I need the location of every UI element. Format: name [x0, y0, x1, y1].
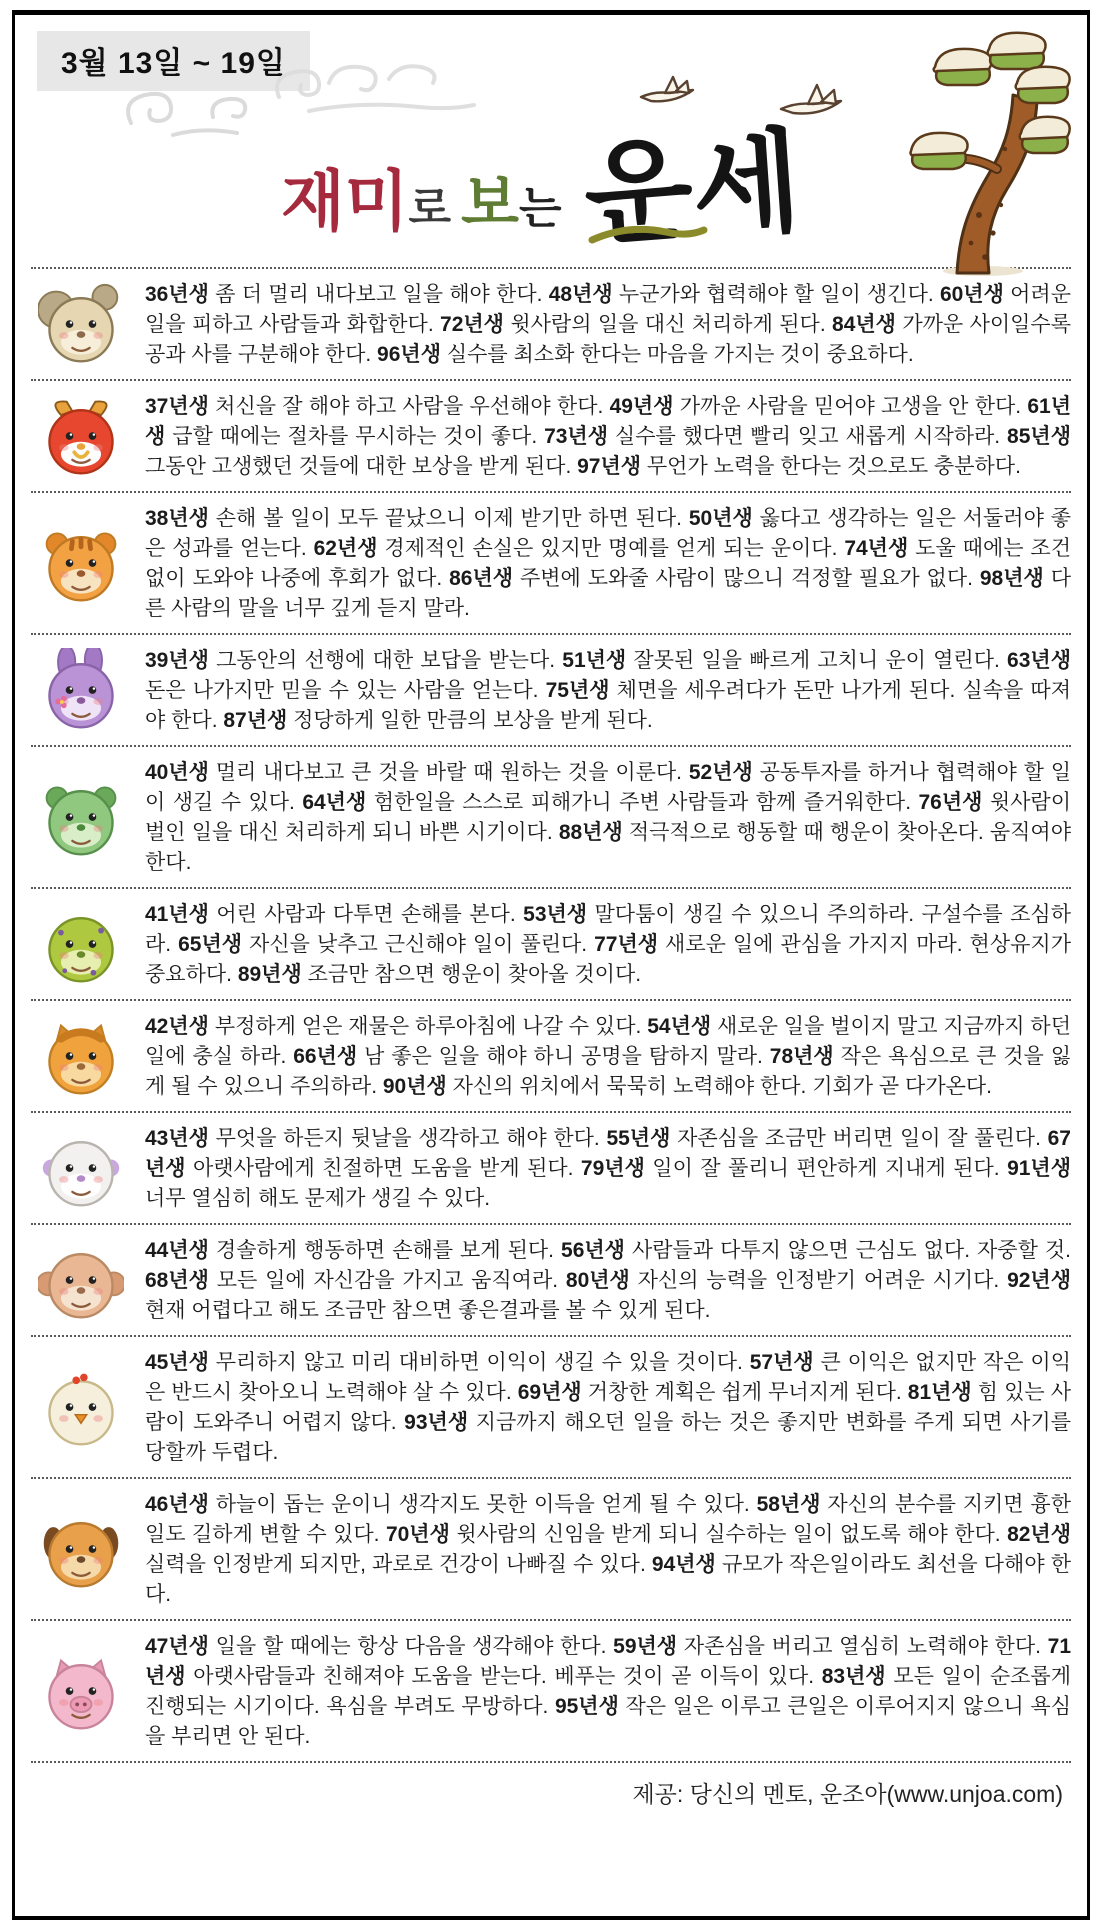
birth-year-label: 55년생 [606, 1127, 671, 1150]
birth-year-label: 60년생 [939, 283, 1004, 306]
birth-year-label: 74년생 [844, 537, 909, 560]
fortune-text-monkey: 44년생 경솔하게 행동하면 손해를 보게 된다. 56년생 사람들과 다투지 않으면 근심도 없다. 자중할 것. 68년생 모든 일에 자신감을 가지고 움직여라. 80년생 자신의 능력을 인정받기 어려운 시기다. 92년생 현재 어렵다고 해도 조금만 참으면 좋은결과를 볼 수 있게 된다. [145, 1239, 1071, 1322]
birth-year-label: 67년생 [145, 1127, 1071, 1180]
birth-year-label: 50년생 [688, 507, 753, 530]
birth-year-label: 38년생 [145, 507, 209, 530]
birth-year-label: 65년생 [178, 933, 243, 956]
birth-year-label: 89년생 [237, 963, 302, 986]
cloud-swirl-icon [117, 77, 277, 157]
fortune-text-rooster: 45년생 무리하지 않고 미리 대비하면 이익이 생길 수 있을 것이다. 57년생 큰 이익은 없지만 작은 이익은 반드시 찾아오니 노력해야 살 수 있다. 69년생 거창한 계획은 쉽게 무너지게 된다. 81년생 힘 있는 사람이 도와주니 어렵지 않다. 93년생 지금까지 해오던 일을 하는 것은 좋지만 변화를 주게 되면 사기를 당할까 두렵다. [145, 1351, 1071, 1464]
birth-year-label: 71년생 [145, 1635, 1071, 1688]
tiger-icon [31, 521, 131, 607]
birth-year-label: 93년생 [404, 1411, 469, 1434]
birth-year-label: 66년생 [293, 1045, 358, 1068]
calligraphy-swash-icon [588, 222, 708, 248]
ox-icon [31, 394, 131, 480]
fortune-text-ox: 37년생 처신을 잘 해야 하고 사람을 우선해야 한다. 49년생 가까운 사람을 믿어야 고생을 안 한다. 61년생 급할 때에는 절차를 무시하는 것이 좋다. 73년생 실수를 했다면 빨리 잊고 새롭게 시작하라. 85년생 그동안 고생했던 것들에 대한 보상을 받게 된다. 97년생 무언가 노력을 한다는 것으로도 충분하다. [145, 395, 1071, 478]
footer-credit: 제공: 당신의 멘토, 운조아(www.unjoa.com) [31, 1761, 1071, 1815]
pig-icon [31, 1649, 131, 1735]
fortune-row-snake [31, 887, 1071, 999]
title-calligraphy-unse: 운세 [579, 115, 805, 262]
title-calligraphy-wrap [579, 115, 805, 262]
birth-year-label: 78년생 [769, 1045, 834, 1068]
horse-icon [31, 1014, 131, 1100]
birth-year-label: 84년생 [832, 313, 896, 336]
birth-year-label: 70년생 [385, 1523, 450, 1546]
birth-year-label: 76년생 [918, 791, 983, 814]
fortune-text-horse: 42년생 부정하게 얻은 재물은 하루아침에 나갈 수 있다. 54년생 새로운 일을 벌이지 말고 지금까지 하던 일에 충실 하라. 66년생 남 좋은 일을 해야 하니 공명을 탐하지 말라. 78년생 작은 욕심으로 큰 것을 잃게 될 수 있으니 주의하라. 90년생 자신의 위치에서 묵묵히 노력해야 한다. 기회가 곧 다가온다. [145, 1015, 1071, 1098]
fortune-row-sheep [31, 1111, 1071, 1223]
birth-year-label: 52년생 [688, 761, 753, 784]
birth-year-label: 97년생 [577, 455, 642, 478]
fortune-row-tiger [31, 491, 1071, 633]
birth-year-label: 47년생 [145, 1635, 209, 1658]
fortune-row-ox [31, 379, 1071, 491]
rat-icon [31, 282, 131, 368]
birth-year-label: 69년생 [517, 1381, 582, 1404]
fortune-text-rat: 36년생 좀 더 멀리 내다보고 일을 해야 한다. 48년생 누군가와 협력해야 할 일이 생긴다. 60년생 어려운 일을 피하고 사람들과 화합한다. 72년생 윗사람의 일을 대신 처리하게 된다. 84년생 가까운 사이일수록 공과 사를 구분해야 한다. 96년생 실수를 최소화 한다는 마음을 가지는 것이 중요하다. [145, 283, 1071, 366]
fortune-list [31, 267, 1071, 1761]
rooster-icon [31, 1365, 131, 1451]
page-title [281, 115, 805, 262]
birth-year-label: 59년생 [613, 1635, 678, 1658]
fortune-row-rooster [31, 1335, 1071, 1477]
birth-year-label: 72년생 [440, 313, 504, 336]
dragon-icon [31, 775, 131, 861]
birth-year-label: 91년생 [1007, 1157, 1072, 1180]
birth-year-label: 46년생 [145, 1493, 209, 1516]
birth-year-label: 37년생 [145, 395, 209, 418]
pine-tree-icon [905, 29, 1075, 282]
birth-year-label: 48년생 [548, 283, 613, 306]
birth-year-label: 45년생 [145, 1351, 209, 1374]
birth-year-label: 86년생 [449, 567, 514, 590]
monkey-icon [31, 1238, 131, 1324]
fortune-text-sheep: 43년생 무엇을 하든지 뒷날을 생각하고 해야 한다. 55년생 자존심을 조금만 버리면 일이 잘 풀린다. 67년생 아랫사람에게 친절하면 도움을 받게 된다. 79년생 일이 잘 풀리니 편안하게 지내게 된다. 91년생 너무 열심히 해도 문제가 생길 수 있다. [145, 1127, 1072, 1210]
birth-year-label: 49년생 [609, 395, 674, 418]
birth-year-label: 57년생 [749, 1351, 814, 1374]
birth-year-label: 62년생 [313, 537, 378, 560]
cloud-swirl-icon [269, 57, 509, 127]
birth-year-label: 61년생 [145, 395, 1071, 448]
birth-year-label: 94년생 [651, 1553, 716, 1576]
fortune-row-pig [31, 1619, 1071, 1761]
title-word-bo: 보 [461, 169, 519, 237]
birth-year-label: 85년생 [1007, 425, 1071, 448]
title-word-neun: 는 [519, 184, 562, 234]
fortune-row-rabbit [31, 633, 1071, 745]
birth-year-label: 92년생 [1007, 1269, 1071, 1292]
birth-year-label: 90년생 [382, 1075, 447, 1098]
date-range-badge: 3월 13일 ~ 19일 [37, 31, 310, 91]
birth-year-label: 82년생 [1007, 1523, 1071, 1546]
birth-year-label: 88년생 [558, 821, 623, 844]
header [31, 15, 1071, 267]
fortune-text-snake: 41년생 어린 사람과 다투면 손해를 본다. 53년생 말다툼이 생길 수 있으니 주의하라. 구설수를 조심하라. 65년생 자신을 낮추고 근신해야 일이 풀린다. 77년생 새로운 일에 관심을 가지지 마라. 현상유지가 중요하다. 89년생 조금만 참으면 행운이 찾아올 것이다. [145, 903, 1071, 986]
birth-year-label: 81년생 [907, 1381, 972, 1404]
sheep-icon [31, 1126, 131, 1212]
fortune-row-dog [31, 1477, 1071, 1619]
birth-year-label: 73년생 [544, 425, 608, 448]
title-word-fun: 재미 [281, 163, 409, 238]
rabbit-icon [31, 648, 131, 734]
birth-year-label: 77년생 [594, 933, 659, 956]
fortune-text-tiger: 38년생 손해 볼 일이 모두 끝났으니 이제 받기만 하면 된다. 50년생 옳다고 생각하는 일은 서둘러야 좋은 성과를 얻는다. 62년생 경제적인 손실은 있지만 명예를 얻게 되는 운이다. 74년생 도울 때에는 조건 없이 도와야 나중에 후회가 없다. 86년생 주변에 도와줄 사람이 많으니 걱정할 필요가 없다. 98년생 다른 사람의 말을 너무 깊게 듣지 말라. [145, 507, 1071, 620]
fortune-text-pig: 47년생 일을 할 때에는 항상 다음을 생각해야 한다. 59년생 자존심을 버리고 열심히 노력해야 한다. 71년생 아랫사람들과 친해져야 도움을 받는다. 베푸는 것이 곧 이득이 있다. 83년생 모든 일이 순조롭게 진행되는 시기이다. 욕심을 부려도 무방하다. 95년생 작은 일은 이루고 큰일은 이루어지지 않으니 욕심을 부리면 안 된다. [145, 1635, 1072, 1748]
fortune-row-horse [31, 999, 1071, 1111]
title-word-ro: 로 [408, 184, 452, 234]
birth-year-label: 40년생 [145, 761, 209, 784]
birth-year-label: 87년생 [223, 709, 288, 732]
birth-year-label: 36년생 [145, 283, 209, 306]
birth-year-label: 75년생 [545, 679, 610, 702]
page-frame [12, 10, 1090, 1920]
fortune-text-rabbit: 39년생 그동안의 선행에 대한 보답을 받는다. 51년생 잘못된 일을 빠르게 고치니 운이 열린다. 63년생 돈은 나가지만 믿을 수 있는 사람을 얻는다. 75년생 체면을 세우려다가 돈만 나가게 된다. 실속을 따져야 한다. 87년생 정당하게 일한 만큼의 보상을 받게 된다. [145, 649, 1071, 732]
birth-year-label: 80년생 [565, 1269, 630, 1292]
fortune-row-monkey [31, 1223, 1071, 1335]
birth-year-label: 41년생 [145, 903, 209, 926]
fortune-row-rat [31, 267, 1071, 379]
birth-year-label: 95년생 [554, 1695, 619, 1718]
birth-year-label: 54년생 [647, 1015, 712, 1038]
birth-year-label: 98년생 [979, 567, 1044, 590]
fortune-row-dragon [31, 745, 1071, 887]
birth-year-label: 39년생 [145, 649, 209, 672]
birth-year-label: 51년생 [562, 649, 627, 672]
snake-icon [31, 902, 131, 988]
birth-year-label: 58년생 [756, 1493, 821, 1516]
birth-year-label: 64년생 [302, 791, 367, 814]
birth-year-label: 83년생 [821, 1665, 886, 1688]
birth-year-label: 68년생 [145, 1269, 209, 1292]
birth-year-label: 53년생 [523, 903, 588, 926]
birth-year-label: 43년생 [145, 1127, 209, 1150]
birth-year-label: 44년생 [145, 1239, 209, 1262]
birth-year-label: 56년생 [561, 1239, 625, 1262]
birth-year-label: 42년생 [145, 1015, 209, 1038]
birth-year-label: 96년생 [377, 343, 441, 366]
dog-icon [31, 1507, 131, 1593]
fortune-text-dog: 46년생 하늘이 돕는 운이니 생각지도 못한 이득을 얻게 될 수 있다. 58년생 자신의 분수를 지키면 흉한 일도 길하게 변할 수 있다. 70년생 윗사람의 신임을 받게 되니 실수하는 일이 없도록 해야 한다. 82년생 실력을 인정받게 되지만, 과로로 건강이 나빠질 수 있다. 94년생 규모가 작은일이라도 최선을 다해야 한다. [145, 1493, 1072, 1606]
birth-year-label: 79년생 [580, 1157, 645, 1180]
fortune-text-dragon: 40년생 멀리 내다보고 큰 것을 바랄 때 원하는 것을 이룬다. 52년생 공동투자를 하거나 협력해야 할 일이 생길 수 있다. 64년생 험한일을 스스로 피해가니 주변 사람들과 함께 즐거워한다. 76년생 윗사람이 벌인 일을 대신 처리하게 되니 바쁜 시기이다. 88년생 적극적으로 행동할 때 행운이 찾아온다. 움직여야 한다. [145, 761, 1072, 874]
birth-year-label: 63년생 [1007, 649, 1071, 672]
